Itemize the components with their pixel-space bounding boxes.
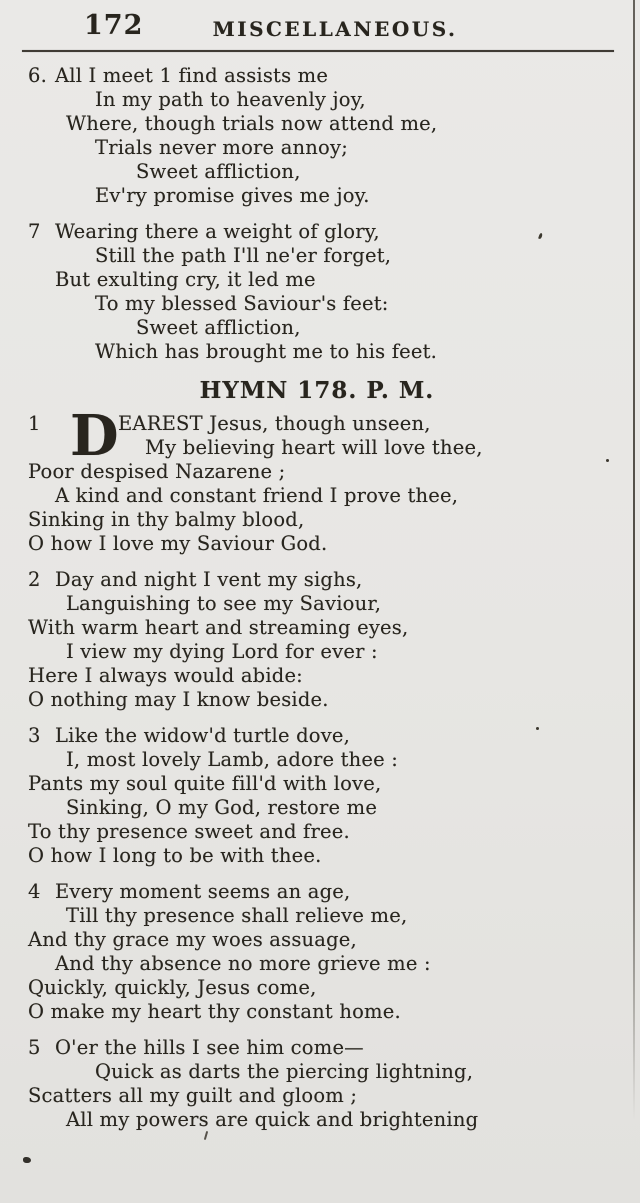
verse-line: Quick as darts the piercing lightning,: [95, 1060, 474, 1083]
verse-line: And thy grace my woes assuage,: [28, 928, 357, 951]
verse-4: [28, 880, 606, 1024]
verse-line: 5 O'er the hills I see him come—: [28, 1036, 364, 1059]
page-body: [28, 64, 606, 1132]
running-head: MISCELLANEOUS.: [212, 17, 458, 41]
verse-line: A kind and constant friend I prove thee,: [55, 484, 459, 507]
verse-line: Sinking in thy balmy blood,: [28, 508, 305, 531]
verse-line: O make my heart thy constant home.: [28, 1000, 401, 1023]
verse-line: O how I long to be with thee.: [28, 844, 322, 867]
verse-6: [28, 64, 606, 208]
verse-line: Quickly, quickly, Jesus come,: [28, 976, 317, 999]
verse-3: [28, 724, 606, 868]
verse-line: All my powers are quick and brightening: [66, 1108, 479, 1131]
verse-line: Pants my soul quite fill'd with love,: [28, 772, 382, 795]
verse-number: 6.: [28, 64, 48, 87]
verse-line: Which has brought me to his feet.: [95, 340, 438, 363]
verse-line: But exulting cry, it led me: [55, 268, 316, 291]
verse-line: Trials never more annoy;: [95, 136, 348, 159]
verse-line: Till thy presence shall relieve me,: [66, 904, 408, 927]
verse-number: 5: [28, 1036, 41, 1059]
header-rule: [22, 50, 614, 52]
verse-line: I, most lovely Lamb, adore thee :: [66, 748, 399, 771]
scan-artifact: [23, 1157, 31, 1163]
scan-artifact: [606, 459, 609, 462]
verse-line: Sweet affliction,: [136, 316, 301, 339]
verse-line: Sinking, O my God, restore me: [66, 796, 378, 819]
verse-7: [28, 220, 606, 364]
page-number: 172: [84, 10, 144, 41]
verse-number: 1: [28, 412, 41, 435]
verse-line: I view my dying Lord for ever :: [66, 640, 378, 663]
verse-line: Poor despised Nazarene ;: [28, 460, 286, 483]
scan-artifact: [536, 727, 539, 730]
verse-line: Where, though trials now attend me,: [66, 112, 438, 135]
verse-line: With warm heart and streaming eyes,: [28, 616, 409, 639]
verse-line: Sweet affliction,: [136, 160, 301, 183]
verse-2: [28, 568, 606, 712]
verse-line: My believing heart will love thee,: [145, 436, 483, 459]
scan-artifact: [204, 1131, 208, 1140]
verse-line: Still the path I'll ne'er forget,: [95, 244, 392, 267]
verse-1: [28, 403, 606, 556]
verse-line: EAREST Jesus, though unseen,: [118, 412, 431, 435]
verse-line: To thy presence sweet and free.: [28, 820, 350, 843]
verse-line: To my blessed Saviour's feet:: [95, 292, 389, 315]
verse-line: In my path to heavenly joy,: [95, 88, 366, 111]
verse-line: Here I always would abide:: [28, 664, 303, 687]
hymn-heading: HYMN 178. P. M.: [199, 377, 435, 404]
verse-line: 2 Day and night I vent my sighs,: [28, 568, 363, 591]
verse-line: Scatters all my guilt and gloom ;: [28, 1084, 358, 1107]
verse-line: 3 Like the widow'd turtle dove,: [28, 724, 351, 747]
verse-5: [28, 1036, 606, 1132]
verse-number: 2: [28, 568, 41, 591]
verse-line: Ev'ry promise gives me joy.: [95, 184, 370, 207]
verse-line: And thy absence no more grieve me :: [55, 952, 431, 975]
verse-line: 4 Every moment seems an age,: [28, 880, 351, 903]
verse-number: 7: [28, 220, 41, 243]
verse-line: 7 Wearing there a weight of glory,: [28, 220, 380, 243]
verse-line: O nothing may I know beside.: [28, 688, 329, 711]
drop-cap: D: [70, 403, 119, 469]
verse-line: Languishing to see my Saviour,: [66, 592, 382, 615]
verse-number: 3: [28, 724, 41, 747]
page-edge-line: [633, 0, 635, 1120]
page-header: [28, 10, 606, 48]
verse-number: 4: [28, 880, 41, 903]
verse-line: O how I love my Saviour God.: [28, 532, 328, 555]
verse-line: 6. All I meet 1 find assists me: [28, 64, 329, 87]
